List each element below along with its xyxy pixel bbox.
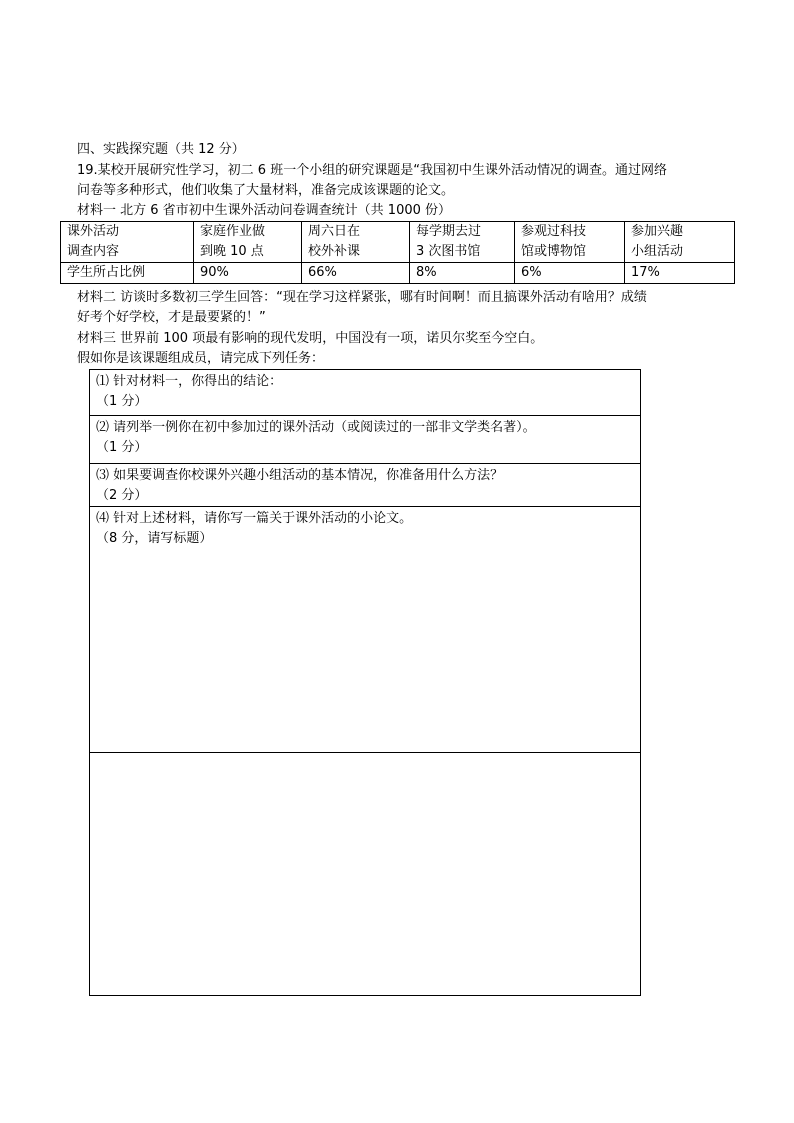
- table-cell: 8%: [410, 263, 515, 284]
- table-header-row: [61, 222, 735, 263]
- table-header-cell: 参加兴趣 小组活动: [625, 222, 735, 263]
- task-2-points: （1 分）: [96, 440, 148, 455]
- task-answer-box: [89, 369, 641, 996]
- task-2-cell[interactable]: [90, 416, 640, 464]
- task-3-question: ⑶ 如果要调查你校课外兴趣小组活动的基本情况，你准备用什么方法？: [96, 468, 504, 483]
- task-4-question: ⑷ 针对上述材料，请你写一篇关于课外活动的小论文。: [96, 511, 413, 526]
- essay-writing-area[interactable]: [90, 753, 640, 995]
- task-intro: 假如你是该课题组成员，请完成下列任务：: [77, 351, 325, 366]
- task-3-cell[interactable]: [90, 464, 640, 507]
- table-header-cell: 每学期去过 3 次图书馆: [410, 222, 515, 263]
- table-cell: 66%: [302, 263, 410, 284]
- table-header-cell: 家庭作业做 到晚 10 点: [194, 222, 302, 263]
- question-text-line-1: 19.某校开展研究性学习，初二 6 班一个小组的研究课题是“我国初中生课外活动情况的调查。通过网络: [77, 163, 667, 178]
- task-1-question: ⑴ 针对材料一，你得出的结论：: [96, 374, 283, 389]
- task-4-points: （8 分，请写标题）: [96, 531, 213, 546]
- material-2-line-2: 好考个好学校，才是最要紧的！”: [77, 310, 266, 325]
- table-row: [61, 263, 735, 284]
- table-header-cell: 参观过科技 馆或博物馆: [515, 222, 625, 263]
- material-1-title: 材料一 北方 6 省市初中生课外活动问卷调查统计（共 1000 份）: [77, 203, 452, 218]
- table-header-cell: 课外活动 调查内容: [61, 222, 194, 263]
- task-2-question: ⑵ 请列举一例你在初中参加过的课外活动（或阅读过的一部非文学类名著）。: [96, 420, 536, 435]
- task-1-points: （1 分）: [96, 394, 148, 409]
- material-3: 材料三 世界前 100 项最有影响的现代发明，中国没有一项，诺贝尔奖至今空白。: [77, 331, 544, 346]
- table-cell: 学生所占比例: [61, 263, 194, 284]
- task-4-cell[interactable]: [90, 507, 640, 753]
- table-cell: 90%: [194, 263, 302, 284]
- material-2-line-1: 材料二 访谈时多数初三学生回答：“现在学习这样紧张，哪有时间啊！而且搞课外活动有啥用？成绩: [77, 290, 647, 305]
- table-header-cell: 周六日在 校外补课: [302, 222, 410, 263]
- table-cell: 17%: [625, 263, 735, 284]
- task-1-cell[interactable]: [90, 370, 640, 416]
- question-text-line-2: 问卷等多种形式，他们收集了大量材料，准备完成该课题的论文。: [77, 183, 455, 198]
- section-title: 四、实践探究题（共 12 分）: [77, 142, 245, 157]
- task-3-points: （2 分）: [96, 488, 148, 503]
- table-cell: 6%: [515, 263, 625, 284]
- survey-table: [60, 221, 735, 284]
